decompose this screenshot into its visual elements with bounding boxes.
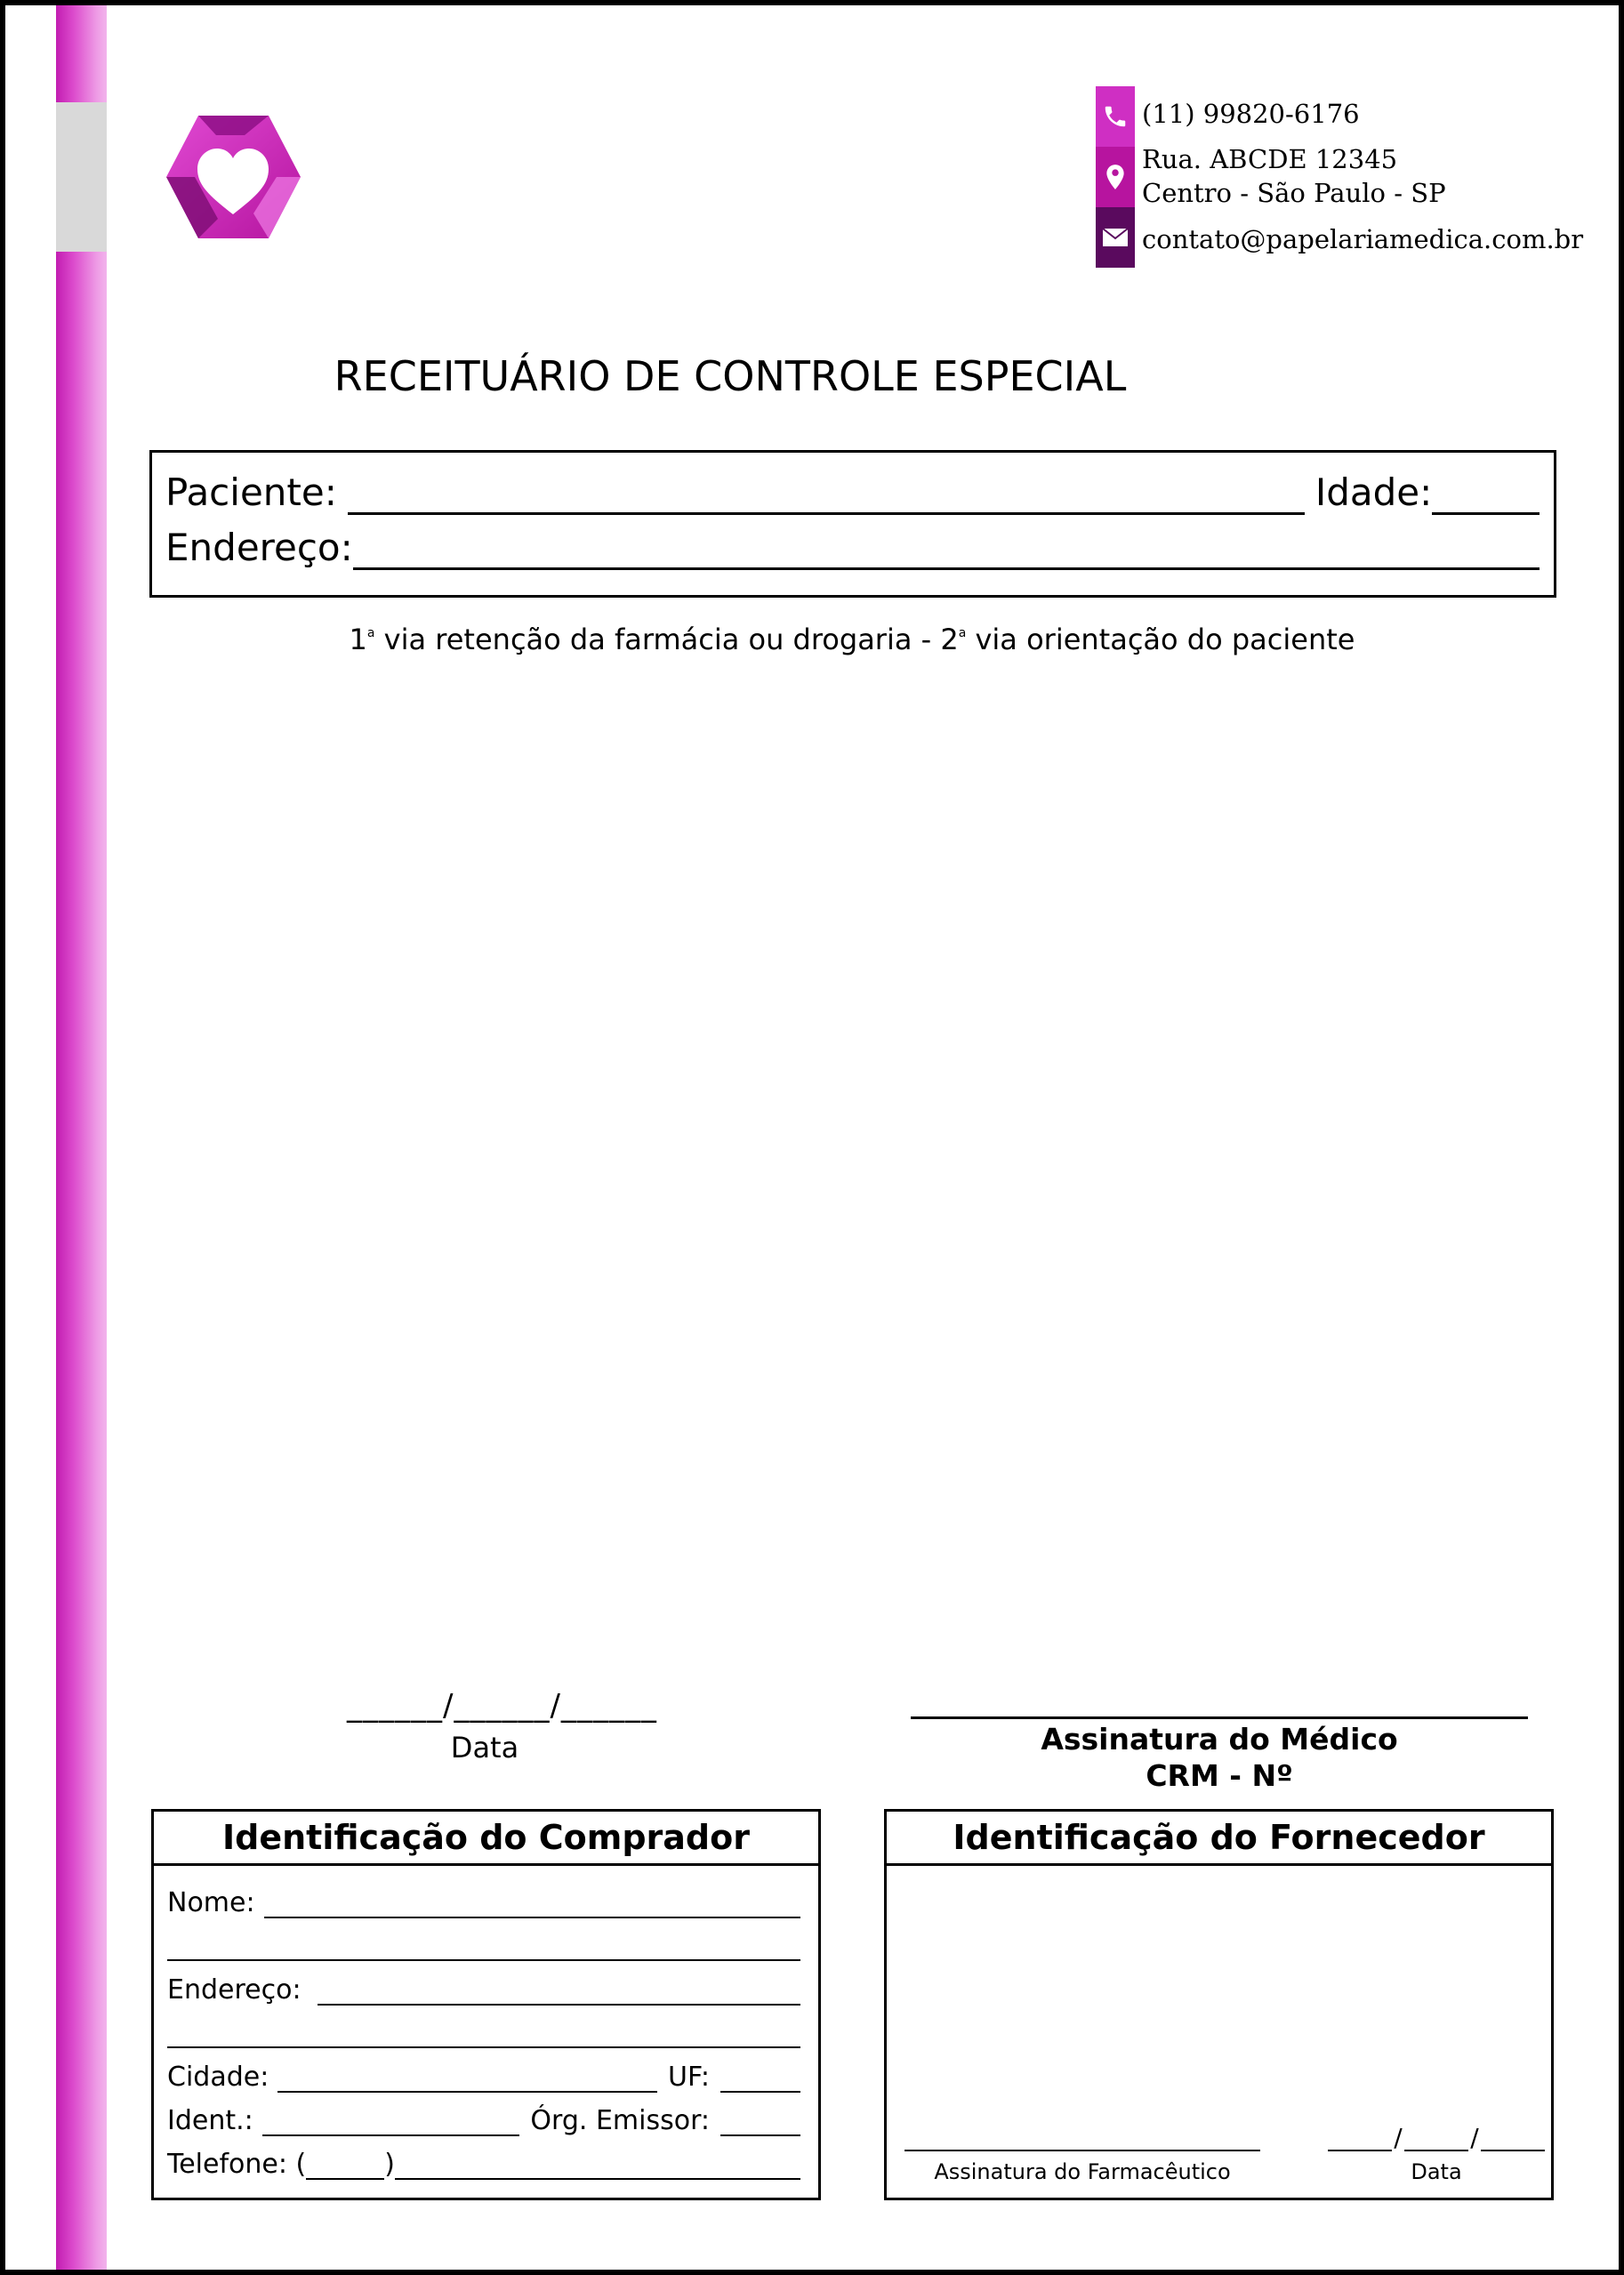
buyer-uf-label: UF: <box>668 2062 710 2093</box>
patient-box <box>149 450 1556 598</box>
address-field[interactable] <box>353 532 1540 570</box>
contact-address-line2: Centro - São Paulo - SP <box>1142 178 1446 208</box>
buyer-phone-area-field[interactable] <box>306 2151 384 2180</box>
buyer-address-label: Endereço: <box>167 1974 301 2006</box>
supplier-date-day[interactable] <box>1328 2150 1392 2151</box>
buyer-name-field-2[interactable] <box>167 1933 800 1961</box>
buyer-phone-row <box>167 2144 800 2180</box>
buyer-name-label: Nome: <box>167 1887 255 1918</box>
age-label: Idade: <box>1314 470 1433 514</box>
address-label: Endereço: <box>165 526 353 569</box>
buyer-card <box>151 1809 821 2200</box>
supplier-date-month[interactable] <box>1404 2150 1468 2151</box>
contact-email: contato@papelariamedica.com.br <box>1142 224 1584 254</box>
supplier-date-sep-1: / <box>1394 2123 1403 2152</box>
crm-label: CRM - Nº <box>1146 1758 1293 1793</box>
side-stripe-tab <box>56 102 107 252</box>
buyer-ident-label: Ident.: <box>167 2105 253 2136</box>
buyer-uf-field[interactable] <box>720 2064 800 2093</box>
address-row <box>165 526 1540 570</box>
supplier-title: Identificação do Fornecedor <box>887 1812 1551 1866</box>
buyer-city-row <box>167 2057 800 2093</box>
buyer-ident-row <box>167 2101 800 2136</box>
buyer-phone-label: Telefone: ( <box>167 2149 307 2180</box>
doctor-signature-line[interactable] <box>911 1716 1528 1719</box>
pharmacist-signature-label: Assinatura do Farmacêutico <box>934 2159 1231 2184</box>
heart-hexagon-icon <box>165 114 302 240</box>
buyer-name-row <box>167 1883 800 1918</box>
contact-address-line1: Rua. ABCDE 12345 <box>1142 144 1398 174</box>
supplier-date-year[interactable] <box>1481 2150 1545 2151</box>
buyer-name-field[interactable] <box>264 1890 800 1918</box>
buyer-address-row <box>167 1970 800 2006</box>
date-label: Data <box>450 1731 519 1765</box>
buyer-address-row-2 <box>167 2013 800 2048</box>
location-pin-icon <box>1096 147 1135 207</box>
doctor-signature-label: Assinatura do Médico <box>1041 1722 1398 1756</box>
buyer-title: Identificação do Comprador <box>154 1812 818 1866</box>
patient-label: Paciente: <box>165 470 337 514</box>
page-title: RECEITUÁRIO DE CONTROLE ESPECIAL <box>334 352 1127 400</box>
buyer-ident-field[interactable] <box>262 2108 520 2136</box>
pharmacist-signature-line[interactable] <box>904 2150 1260 2151</box>
via-note: 1$^a$ via retenção da farmácia ou drogaria - 2$^a$ via orientação do paciente <box>349 623 1355 656</box>
buyer-issuer-label: Órg. Emissor: <box>530 2105 710 2136</box>
buyer-address-field[interactable] <box>318 1977 800 2006</box>
buyer-issuer-field[interactable] <box>720 2108 800 2136</box>
supplier-date-sep-2: / <box>1470 2123 1479 2152</box>
buyer-address-field-2[interactable] <box>167 2020 800 2048</box>
age-field[interactable] <box>1432 477 1540 515</box>
patient-row <box>165 470 1540 515</box>
buyer-city-field[interactable] <box>277 2064 657 2093</box>
supplier-date-label: Data <box>1411 2159 1462 2184</box>
buyer-phone-field[interactable] <box>395 2151 800 2180</box>
buyer-city-label: Cidade: <box>167 2062 269 2093</box>
side-stripe <box>56 5 107 2270</box>
supplier-card <box>884 1809 1554 2200</box>
date-blank[interactable]: ______/______/______ <box>347 1688 657 1724</box>
buyer-phone-close: ) <box>384 2149 395 2180</box>
contact-phone: (11) 99820-6176 <box>1142 99 1360 129</box>
phone-icon <box>1096 86 1135 147</box>
buyer-name-row-2 <box>167 1925 800 1961</box>
email-icon <box>1096 207 1135 268</box>
patient-field[interactable] <box>348 477 1305 515</box>
